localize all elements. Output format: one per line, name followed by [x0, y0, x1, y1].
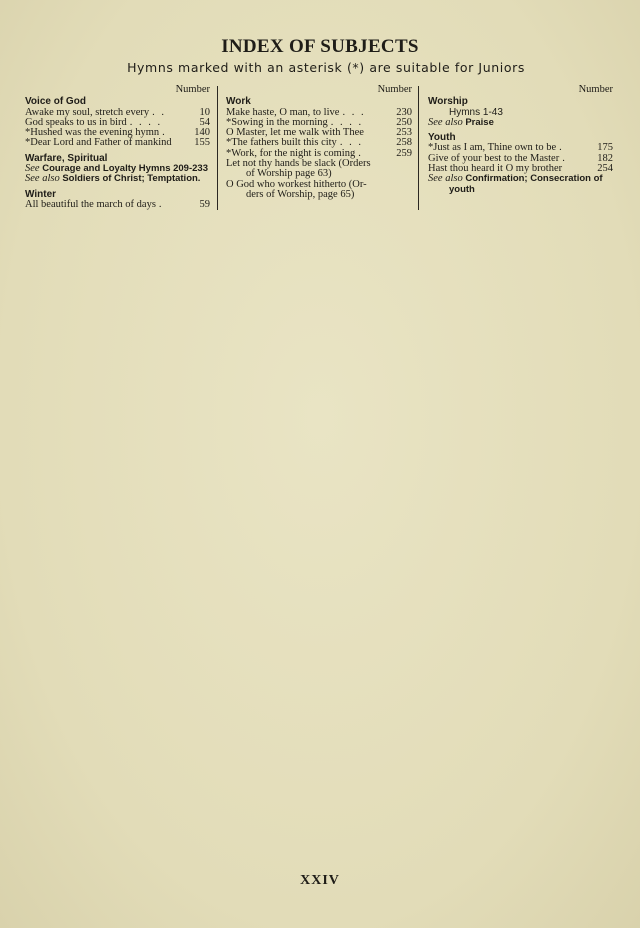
section-worship: [428, 97, 613, 128]
list-item: *Hushed was the evening hymn . 140: [25, 127, 210, 139]
hymn-number: 10: [199, 106, 210, 118]
hymn-number: 59: [199, 198, 210, 210]
number-header: Number: [578, 84, 613, 95]
section-heading: Youth: [428, 132, 456, 144]
see-also-reference: See also Confirmation; Consecration of: [428, 173, 603, 185]
number-header: Number: [377, 84, 412, 95]
page-subtitle: Hymns marked with an asterisk (*) are suitable for Juniors: [127, 60, 525, 75]
hymn-number: 140: [194, 127, 210, 139]
section-youth: [428, 133, 613, 195]
section-voice-of-god: [25, 97, 210, 148]
index-column-2: [226, 85, 412, 205]
hymn-number: 254: [597, 163, 613, 175]
list-item: *The fathers built this city . . . 258: [226, 137, 412, 149]
list-item: O God who workest hitherto (Or-: [226, 178, 367, 190]
hymn-range: Hymns 1-43: [449, 106, 503, 118]
column-divider: [217, 86, 218, 210]
hymn-number: 250: [396, 116, 412, 128]
section-work: [226, 97, 412, 200]
list-item: Give of your best to the Master . 182: [428, 152, 613, 164]
page-number: XXIV: [300, 873, 340, 888]
hymn-number: 175: [597, 142, 613, 154]
section-heading: Work: [226, 96, 251, 108]
hymn-number: 182: [597, 152, 613, 164]
hymn-number: 258: [396, 137, 412, 149]
section-heading: Winter: [25, 188, 57, 200]
section-heading: Voice of God: [25, 96, 86, 108]
number-header: Number: [175, 84, 210, 95]
section-heading: Worship: [428, 96, 468, 108]
list-item: Awake my soul, stretch every . . 10: [25, 106, 210, 118]
list-item: *Sowing in the morning . . . . 250: [226, 116, 412, 128]
hymn-number: 230: [396, 106, 412, 118]
list-item: Let not thy hands be slack (Orders: [226, 158, 371, 170]
see-also-reference: See also Soldiers of Christ; Temptation.: [25, 173, 201, 185]
list-item: Hast thou heard it O my brother 254: [428, 163, 613, 175]
page-title: INDEX OF SUBJECTS: [221, 36, 419, 57]
list-item: Make haste, O man, to live . . . 230: [226, 106, 412, 118]
hymn-number: 155: [194, 137, 210, 149]
hymn-number: 259: [396, 147, 412, 159]
list-item: *Dear Lord and Father of mankind 155: [25, 137, 210, 149]
column-divider: [418, 86, 419, 210]
list-item-continuation: of Worship page 63): [246, 168, 332, 180]
hymn-number: 54: [199, 116, 210, 128]
list-item: *Just as I am, Thine own to be . 175: [428, 142, 613, 154]
list-item: All beautiful the march of days . 59: [25, 198, 210, 210]
see-also-reference: See also Praise: [428, 116, 494, 128]
see-reference: See Courage and Loyalty Hymns 209-233: [25, 163, 208, 175]
list-item: O Master, let me walk with Thee 253: [226, 127, 412, 139]
index-column-1: [25, 85, 210, 215]
see-also-continuation: youth: [449, 183, 475, 195]
section-winter: [25, 190, 210, 211]
list-item-continuation: ders of Worship, page 65): [246, 188, 355, 200]
section-heading: Warfare, Spiritual: [25, 152, 108, 164]
list-item: God speaks to us in bird . . . . 54: [25, 116, 210, 128]
index-column-3: [428, 85, 613, 200]
section-warfare-spiritual: [25, 154, 210, 185]
list-item: *Work, for the night is coming . 259: [226, 147, 412, 159]
hymn-number: 253: [396, 127, 412, 139]
